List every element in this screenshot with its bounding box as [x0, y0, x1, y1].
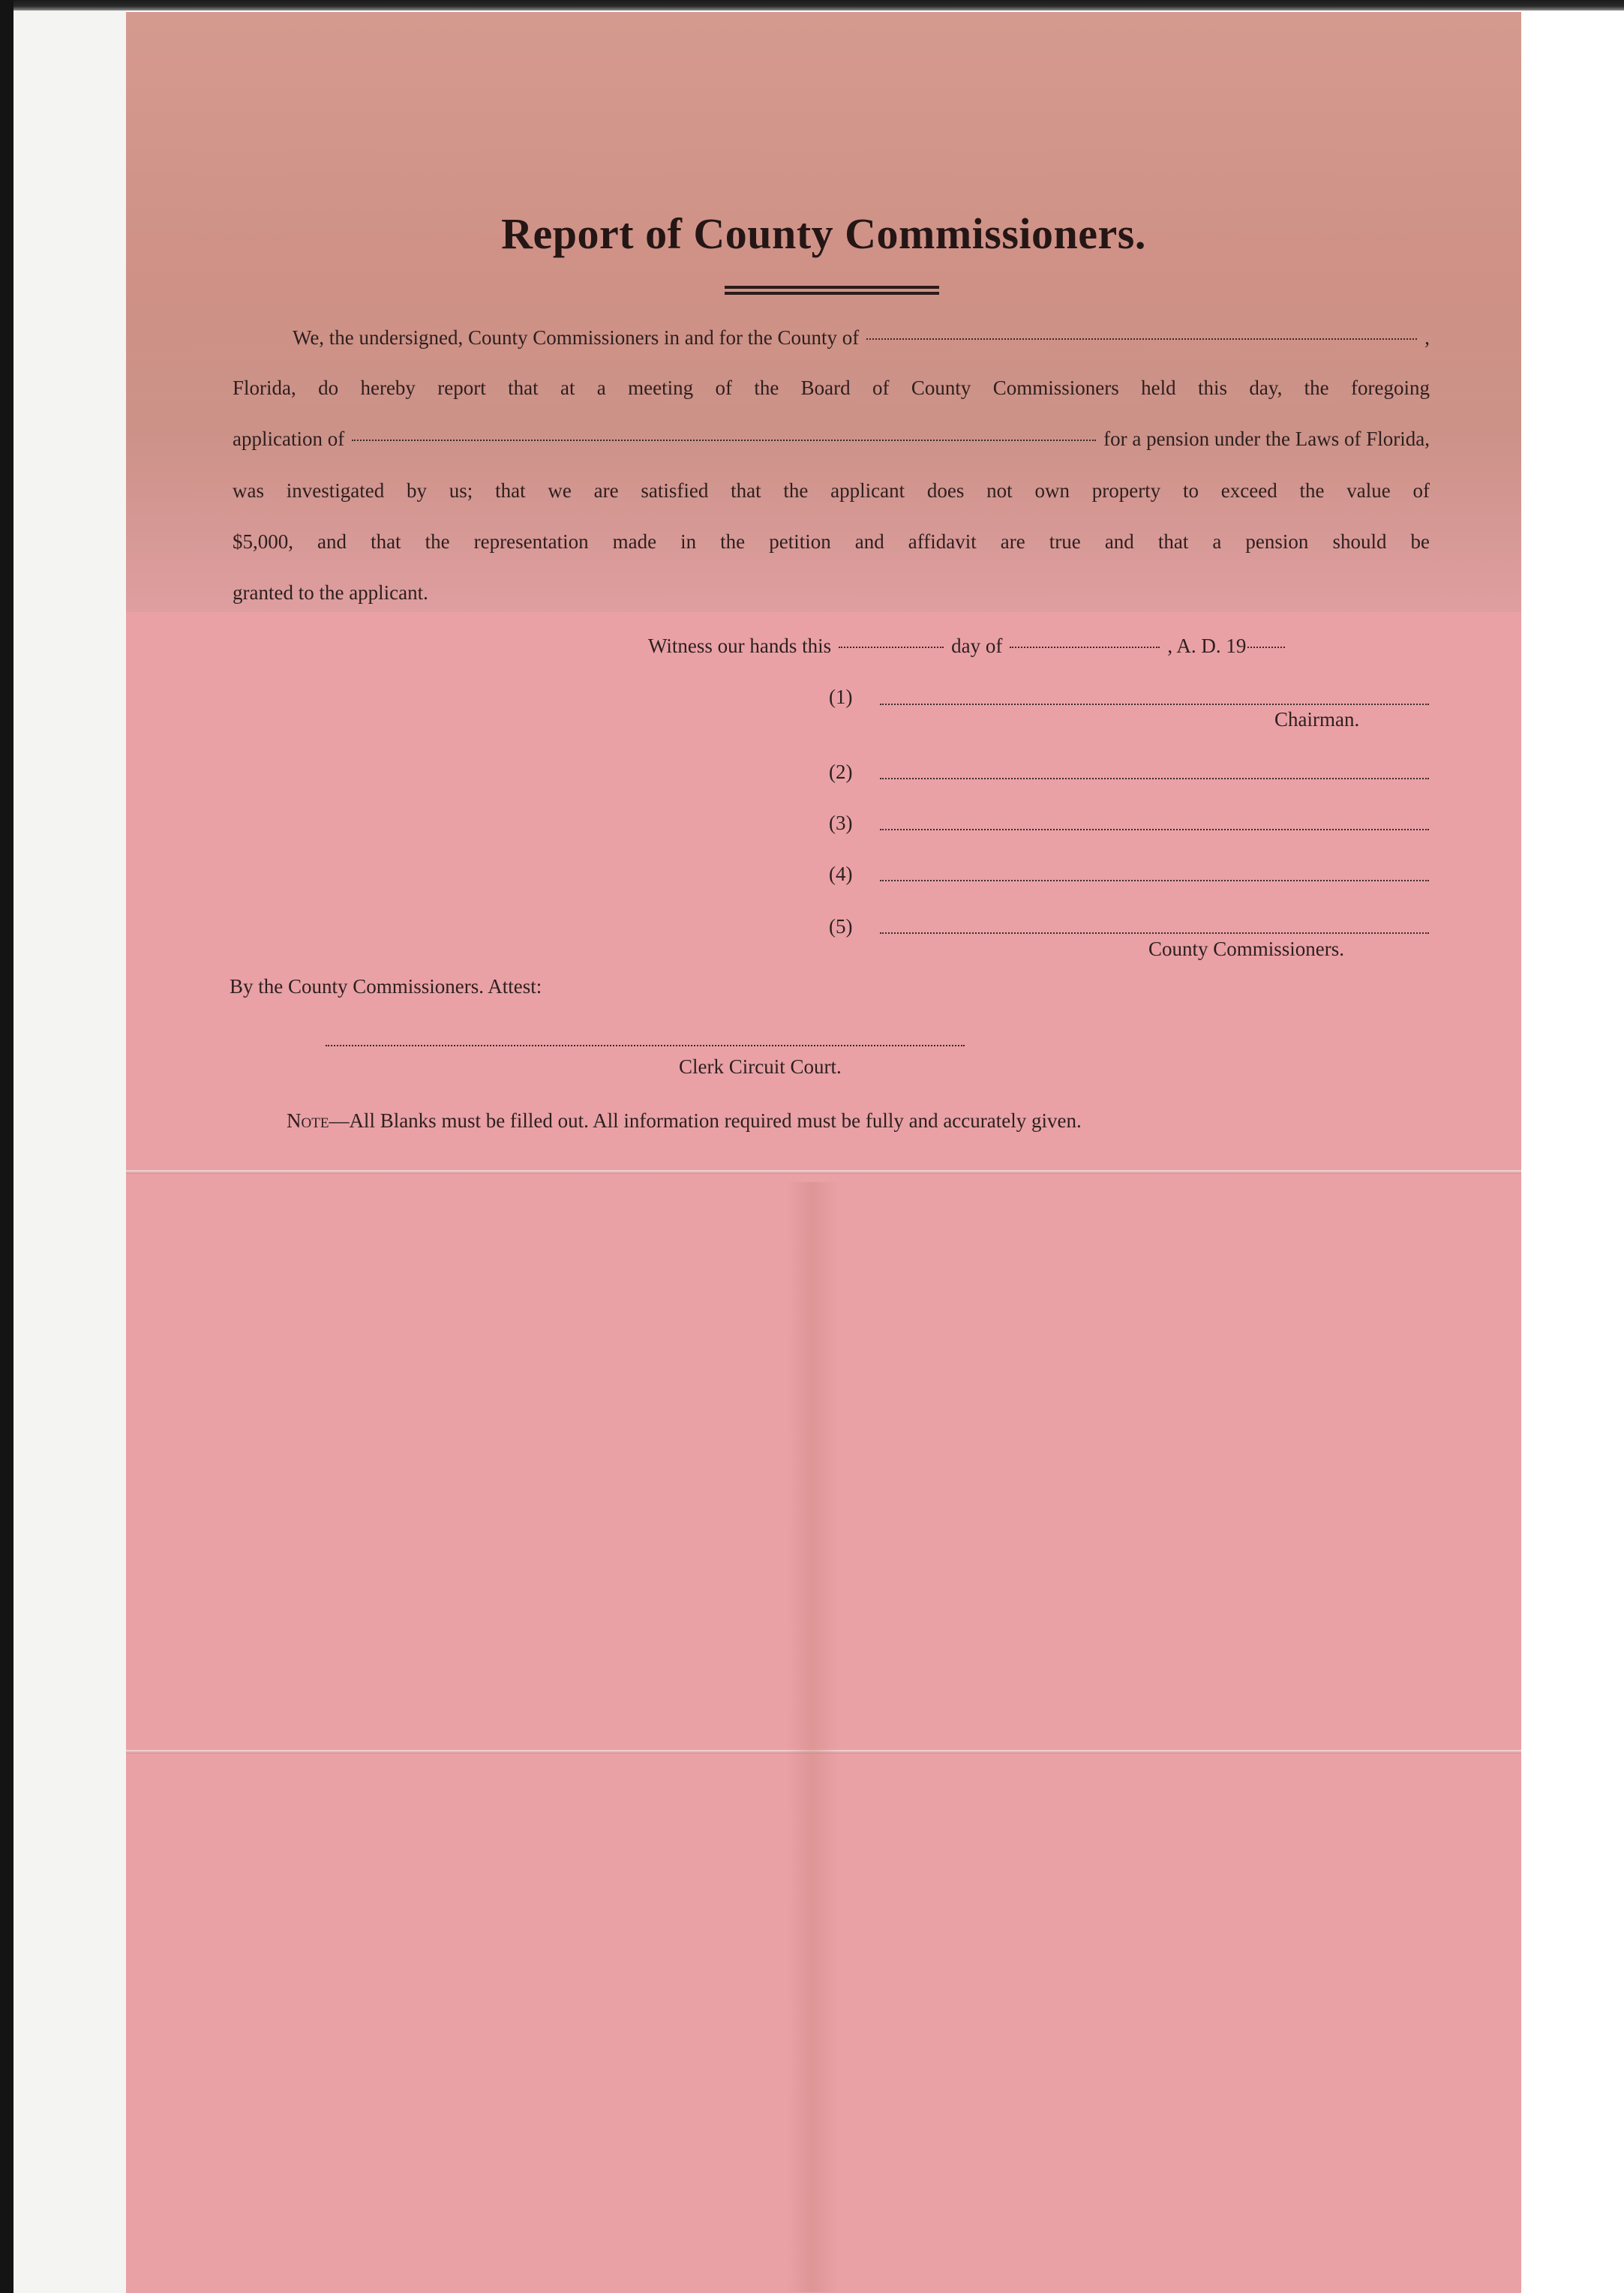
- paper-stain: [786, 1182, 839, 2292]
- witness-line: [648, 634, 1430, 658]
- note-prefix: Note: [287, 1109, 329, 1132]
- signature-number-5: (5): [829, 915, 853, 938]
- clerk-signature-line[interactable]: [326, 1045, 965, 1046]
- witness-day-field[interactable]: [839, 647, 944, 648]
- paragraph-line-4: was investigated by us; that we are satisfied that the applicant does not own property to exceed the value of: [233, 479, 1430, 502]
- county-intro-text: We, the undersigned, County Commissioners in and for the County of: [293, 326, 860, 349]
- scan-background: [14, 11, 126, 2293]
- pension-laws-text: for a pension under the Laws of Florida,: [1103, 428, 1430, 450]
- signature-line-2[interactable]: [880, 778, 1429, 779]
- paragraph-line-2: Florida, do hereby report that at a meeting of the Board of County Commissioners held this day, the foregoing: [233, 377, 1430, 399]
- signature-number-3: (3): [829, 812, 853, 834]
- signature-number-1: (1): [829, 686, 853, 708]
- signature-line-1[interactable]: [880, 704, 1429, 705]
- witness-year-field[interactable]: [1247, 647, 1285, 648]
- fold-crease: [126, 1170, 1521, 1174]
- commissioners-label: County Commissioners.: [1148, 938, 1345, 960]
- paragraph-line-1: We, the undersigned, County Commissioners in and for the County of ,: [233, 326, 1430, 350]
- ad-text: , A. D. 19: [1167, 635, 1247, 657]
- clerk-label: Clerk Circuit Court.: [679, 1055, 842, 1078]
- day-of-text: day of: [951, 635, 1003, 657]
- application-of-text: application of: [233, 428, 345, 450]
- aged-upper-section: [126, 12, 1521, 612]
- document-page: [126, 12, 1521, 2293]
- signature-number-4: (4): [829, 863, 853, 885]
- paragraph-line-6: granted to the applicant.: [233, 581, 428, 604]
- signature-number-2: (2): [829, 761, 853, 783]
- chairman-label: Chairman.: [1274, 708, 1360, 731]
- form-title: Report of County Commissioners.: [501, 209, 1146, 258]
- note-text: —All Blanks must be filled out. All information required must be fully and accurately given.: [329, 1109, 1082, 1132]
- paragraph-line-3: [233, 427, 1430, 451]
- note-line: [287, 1109, 1082, 1133]
- witness-text: Witness our hands this: [648, 635, 832, 657]
- signature-line-5[interactable]: [880, 932, 1429, 934]
- witness-month-field[interactable]: [1010, 647, 1160, 648]
- attest-text: By the County Commissioners. Attest:: [230, 975, 542, 998]
- paragraph-line-5: $5,000, and that the representation made in the petition and affidavit are true and that a pension should be: [233, 530, 1430, 553]
- county-name-field[interactable]: [866, 338, 1417, 340]
- signature-line-3[interactable]: [880, 829, 1429, 830]
- applicant-name-field[interactable]: [352, 440, 1096, 441]
- signature-line-4[interactable]: [880, 880, 1429, 881]
- title-double-rule: [725, 286, 939, 295]
- scanner-top-edge: [0, 0, 1624, 11]
- scanner-left-edge: [0, 0, 14, 2293]
